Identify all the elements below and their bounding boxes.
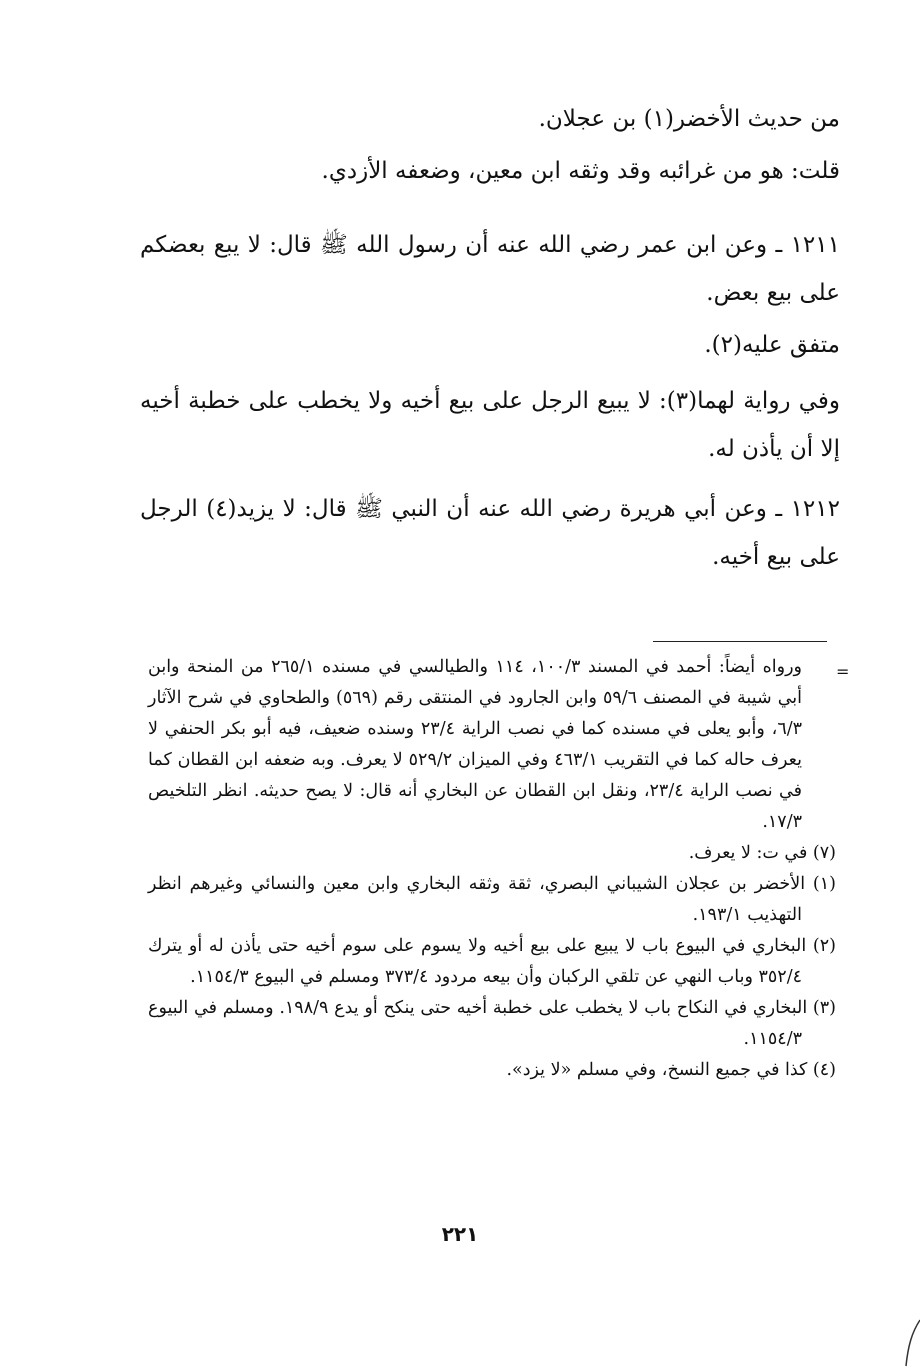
hadith-1211-source: متفق عليه(٢). xyxy=(704,332,840,358)
paragraph-isnad-continuation: من حديث الأخضر(١) بن عجلان. xyxy=(538,106,840,132)
hadith-1211: ١٢١١ ـ وعن ابن عمر رضي الله عنه أن رسول الله ﷺ قال: لا يبع بعضكم على بيع بعض. xyxy=(140,232,840,306)
footnote-4: (٤) كذا في جميع النسخ، وفي مسلم «لا يزد». xyxy=(506,1060,836,1080)
main-text xyxy=(140,95,840,581)
hadith-1212: ١٢١٢ ـ وعن أبي هريرة رضي الله عنه أن النبي ﷺ قال: لا يزيد(٤) الرجل على بيع أخيه. xyxy=(140,496,840,570)
footnote-divider xyxy=(653,641,827,642)
scan-edge-mark xyxy=(898,1318,920,1368)
paragraph-author-comment: قلت: هو من غرائبه وقد وثقه ابن معين، وضعفه الأزدي. xyxy=(321,158,840,184)
footnote-continuation-mark: = xyxy=(836,662,850,681)
footnote-continuation: ورواه أيضاً: أحمد في المسند ١٠٠/٣، ١١٤ والطيالسي في مسنده ٢٦٥/١ من المنحة وابن أبي شيبة في المصنف ٥٩/٦ وابن الجارود في المنتقى رقم (٥٦٩) والطحاوي في شرح الآثار ٦/٣، وأبو يعلى في مسنده كما في نصب الراية ٢٣/٤ وسنده ضعيف، فيه أبو بكر الحنفي لا يعرف حاله كما في التقريب ٤٦٣/١ وفي الميزان ٥٢٩/٢ لا يعرف. وبه ضعفه ابن القطان كما في نصب الراية ٢٣/٤، ونقل ابن القطان عن البخاري أنه قال: لا يصح حديثه. انظر التلخيص ١٧/٣. xyxy=(148,657,803,832)
footnote-1: (١) الأخضر بن عجلان الشيباني البصري، ثقة وثقه البخاري وابن معين والنسائي وغيرهم انظر التهذيب ١٩٣/١. xyxy=(148,874,836,925)
hadith-1211-variant: وفي رواية لهما(٣): لا يبيع الرجل على بيع أخيه ولا يخطب على خطبة أخيه إلا أن يأذن له. xyxy=(140,388,840,462)
footnotes xyxy=(148,652,836,1086)
page-number: ٢٢١ xyxy=(441,1222,479,1246)
footnote-7: (٧) في ت: لا يعرف. xyxy=(688,843,836,863)
footnote-2: (٢) البخاري في البيوع باب لا يبيع على بيع أخيه ولا يسوم على سوم أخيه حتى يأذن له أو يترك ٣٥٢/٤ وباب النهي عن تلقي الركبان وأن بيعه مردود ٣٧٣/٤ ومسلم في البيوع ١١٥٤/٣. xyxy=(148,936,836,987)
footnote-3: (٣) البخاري في النكاح باب لا يخطب على خطبة أخيه حتى ينكح أو يدع ١٩٨/٩. ومسلم في البيوع ١١٥٤/٣. xyxy=(148,998,836,1049)
